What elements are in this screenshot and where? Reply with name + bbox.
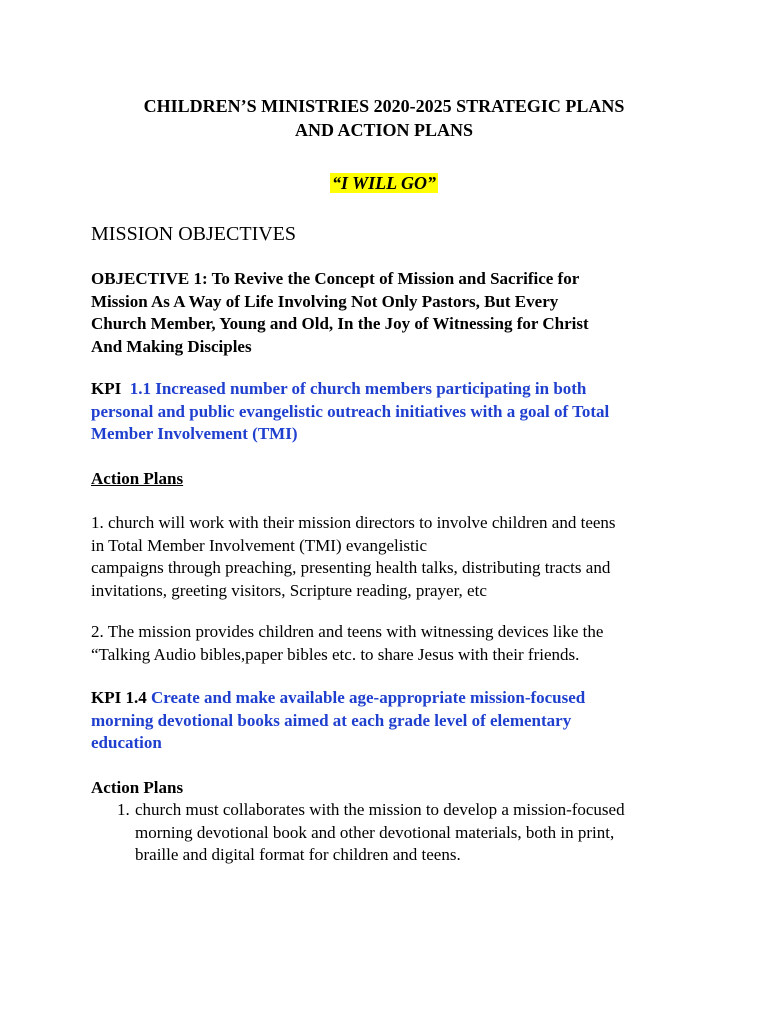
list-item-line: church must collaborates with the mission to develop a mission-focused (135, 800, 625, 819)
kpi-text-line: Create and make available age-appropriate mission-focused (150, 688, 586, 707)
section-heading: MISSION OBJECTIVES (91, 223, 297, 245)
list-item (91, 799, 691, 867)
document-title (0, 94, 768, 142)
action-item-1 (91, 512, 686, 602)
kpi-2 (91, 687, 686, 755)
action-item-line: invitations, greeting visitors, Scripture reading, prayer, etc (91, 580, 487, 600)
kpi-text-line: 1.1 Increased number of church members participating in both (129, 379, 587, 398)
kpi-text-line: Member Involvement (TMI) (91, 424, 298, 443)
action-item-line: campaigns through preaching, presenting health talks, distributing tracts and (91, 558, 611, 577)
objective-line: Mission As A Way of Life Involving Not Only Pastors, But Every (91, 291, 559, 311)
list-item-number: 1. (117, 800, 130, 819)
slogan-highlight: “I WILL GO” (331, 173, 436, 193)
action-plans-heading-1 (91, 468, 686, 491)
action-item-line: “Talking Audio bibles,paper bibles etc. to share Jesus with their friends. (91, 644, 580, 664)
slogan-container (0, 171, 768, 196)
list-item-line: braille and digital format for children and teens. (135, 845, 461, 864)
title-line-2: AND ACTION PLANS (294, 120, 474, 140)
kpi-label: KPI (91, 379, 122, 398)
kpi-label: KPI 1.4 (91, 688, 147, 707)
action-plans-label: Action Plans (91, 469, 184, 488)
action-plans-heading-2 (91, 777, 686, 800)
objective-line: And Making Disciples (91, 336, 252, 356)
objective-line: Church Member, Young and Old, In the Joy of Witnessing for Christ (91, 314, 589, 333)
action-item-line: 1. church will work with their mission directors to involve children and teens (91, 513, 616, 532)
action-plans-list (91, 799, 691, 867)
kpi-1 (91, 378, 686, 446)
kpi-text-line: education (91, 733, 162, 752)
objective-1 (91, 268, 686, 358)
action-item-2 (91, 621, 686, 666)
kpi-text-line: morning devotional books aimed at each grade level of elementary (91, 710, 572, 730)
action-item-line: in Total Member Involvement (TMI) evangelistic (91, 535, 428, 555)
kpi-text-line: personal and public evangelistic outreach initiatives with a goal of Total (91, 401, 610, 421)
objective-line: OBJECTIVE 1: To Revive the Concept of Mission and Sacrifice for (91, 269, 580, 288)
action-item-line: 2. The mission provides children and teens with witnessing devices like the (91, 622, 604, 641)
title-line-1: CHILDREN’S MINISTRIES 2020-2025 STRATEGIC PLANS (143, 96, 625, 116)
action-plans-label: Action Plans (91, 778, 184, 797)
list-item-line: morning devotional book and other devotional materials, both in print, (135, 822, 615, 842)
